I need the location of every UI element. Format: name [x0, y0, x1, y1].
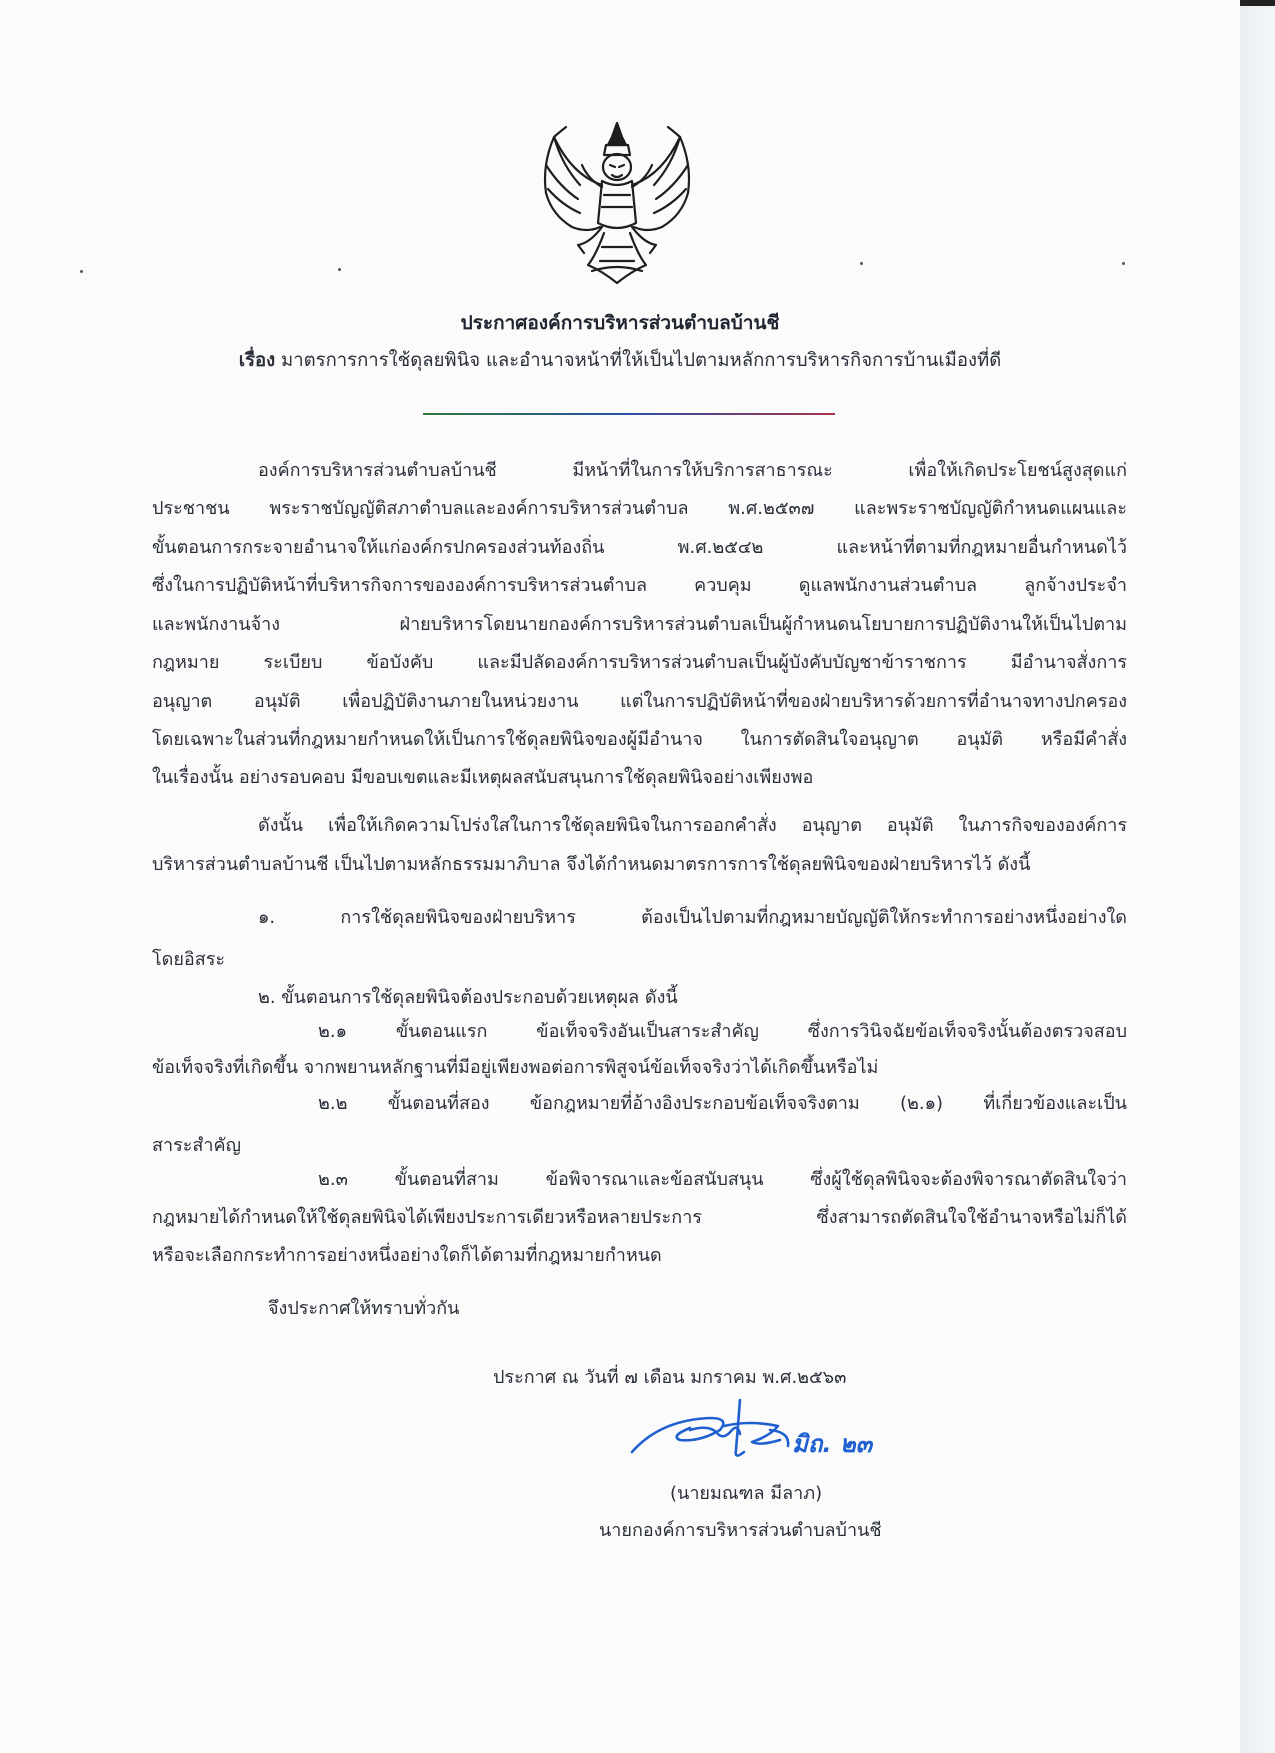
- scan-edge-corner: [1240, 0, 1275, 6]
- subject-label: เรื่อง: [238, 350, 276, 371]
- list-item-line: โดยอิสระ: [152, 949, 226, 970]
- subject-text: มาตรการการใช้ดุลยพินิจ และอำนาจหน้าที่ให้เป็นไปตามหลักการบริหารกิจการบ้านเมืองที่ดี: [281, 350, 1002, 371]
- sub-list-item-line: ๒.๑ ขั้นตอนแรก ข้อเท็จจริงอันเป็นสาระสำคัญ ซึ่งการวินิจฉัยข้อเท็จจริงนั้นต้องตรวจสอบ: [318, 1021, 1127, 1042]
- sub-list-item-line: หรือจะเลือกกระทำการอย่างหนึ่งอย่างใดก็ได้ตามที่กฎหมายกำหนด: [152, 1245, 662, 1266]
- list-item: ๒. ขั้นตอนการใช้ดุลยพินิจต้องประกอบด้วยเหตุผล ดังนี้: [258, 987, 678, 1008]
- title-divider: [423, 413, 835, 415]
- signer-title: นายกองค์การบริหารส่วนตำบลบ้านชี: [599, 1520, 882, 1541]
- paragraph-line: ดังนั้น เพื่อให้เกิดความโปร่งใสในการใช้ดุลยพินิจในการออกคำสั่ง อนุญาต อนุมัติ ในภารกิจขององค์การ: [258, 815, 1127, 836]
- announcement-title: ประกาศองค์การบริหารส่วนตำบลบ้านชี: [460, 312, 780, 334]
- paragraph-line: บริหารส่วนตำบลบ้านชี เป็นไปตามหลักธรรมมาภิบาล จึงได้กำหนดมาตรการการใช้ดุลยพินิจของฝ่ายบริหารไว้ ดังนี้: [152, 854, 1031, 875]
- signer-name: (นายมณฑล มีลาภ): [670, 1483, 823, 1504]
- paragraph-line: โดยเฉพาะในส่วนที่กฎหมายกำหนดให้เป็นการใช้ดุลยพินิจของผู้มีอำนาจ ในการตัดสินใจอนุญาต อนุมัติ หรือมีคำสั่ง: [152, 729, 1127, 750]
- announcement-subject: [0, 346, 1240, 375]
- sub-list-item-line: สาระสำคัญ: [152, 1135, 241, 1156]
- list-item-line: ๑. การใช้ดุลยพินิจของฝ่ายบริหาร ต้องเป็นไปตามที่กฎหมายบัญญัติให้กระทำการอย่างหนึ่งอย่างใด: [258, 907, 1127, 928]
- paragraph-line: ในเรื่องนั้น อย่างรอบคอบ มีขอบเขตและมีเหตุผลสนับสนุนการใช้ดุลยพินิจอย่างเพียงพอ: [152, 767, 814, 788]
- sub-list-item-line: ๒.๒ ขั้นตอนที่สอง ข้อกฎหมายที่อ้างอิงประกอบข้อเท็จจริงตาม (๒.๑) ที่เกี่ยวข้องและเป็น: [318, 1093, 1127, 1114]
- garuda-emblem-icon: [532, 115, 702, 290]
- sub-list-item-line: ข้อเท็จจริงที่เกิดขึ้น จากพยานหลักฐานที่มีอยู่เพียงพอต่อการพิสูจน์ข้อเท็จจริงว่าได้เกิดขึ้นหรือไม่: [152, 1057, 879, 1078]
- signature-date-note: มิถ. ๒๓: [792, 1430, 873, 1458]
- paragraph-line: อนุญาต อนุมัติ เพื่อปฏิบัติงานภายในหน่วยงาน แต่ในการปฏิบัติหน้าที่ของฝ่ายบริหารด้วยการที่อำนาจทางปกครอง: [152, 691, 1127, 712]
- signature-scribble-icon: [620, 1390, 970, 1470]
- paragraph-line: กฎหมาย ระเบียบ ข้อบังคับ และมีปลัดองค์การบริหารส่วนตำบลเป็นผู้บังคับบัญชาข้าราชการ มีอำนาจสั่งการ: [152, 652, 1127, 673]
- signature: [620, 1390, 970, 1470]
- scan-edge: [1240, 0, 1275, 1753]
- paragraph-line: ขั้นตอนการกระจายอำนาจให้แก่องค์กรปกครองส่วนท้องถิ่น พ.ศ.๒๕๔๒ และหน้าที่ตามที่กฎหมายอื่นกำหนดไว้: [152, 537, 1127, 558]
- paragraph-line: ซึ่งในการปฏิบัติหน้าที่บริหารกิจการขององค์การบริหารส่วนตำบล ควบคุม ดูแลพนักงานส่วนตำบล ลูกจ้างประจำ: [152, 575, 1127, 596]
- closing-statement: จึงประกาศให้ทราบทั่วกัน: [268, 1298, 460, 1319]
- paragraph-line: และพนักงานจ้าง ฝ่ายบริหารโดยนายกองค์การบริหารส่วนตำบลเป็นผู้กำหนดนโยบายการปฏิบัติงานให้เป็นไปตาม: [152, 614, 1127, 635]
- sub-list-item-line: กฎหมายได้กำหนดให้ใช้ดุลยพินิจได้เพียงประการเดียวหรือหลายประการ ซึ่งสามารถตัดสินใจใช้อำนาจหรือไม่ก็ได้: [152, 1207, 1127, 1228]
- sub-list-item-line: ๒.๓ ขั้นตอนที่สาม ข้อพิจารณาและข้อสนับสนุน ซึ่งผู้ใช้ดุลพินิจจะต้องพิจารณาตัดสินใจว่า: [318, 1169, 1127, 1190]
- paragraph-line: องค์การบริหารส่วนตำบลบ้านชี มีหน้าที่ในการให้บริการสาธารณะ เพื่อให้เกิดประโยชน์สูงสุดแก่: [258, 460, 1127, 481]
- announcement-date: ประกาศ ณ วันที่ ๗ เดือน มกราคม พ.ศ.๒๕๖๓: [493, 1367, 847, 1388]
- paragraph-line: ประชาชน พระราชบัญญัติสภาตำบลและองค์การบริหารส่วนตำบล พ.ศ.๒๕๓๗ และพระราชบัญญัติกำหนดแผนและ: [152, 498, 1127, 519]
